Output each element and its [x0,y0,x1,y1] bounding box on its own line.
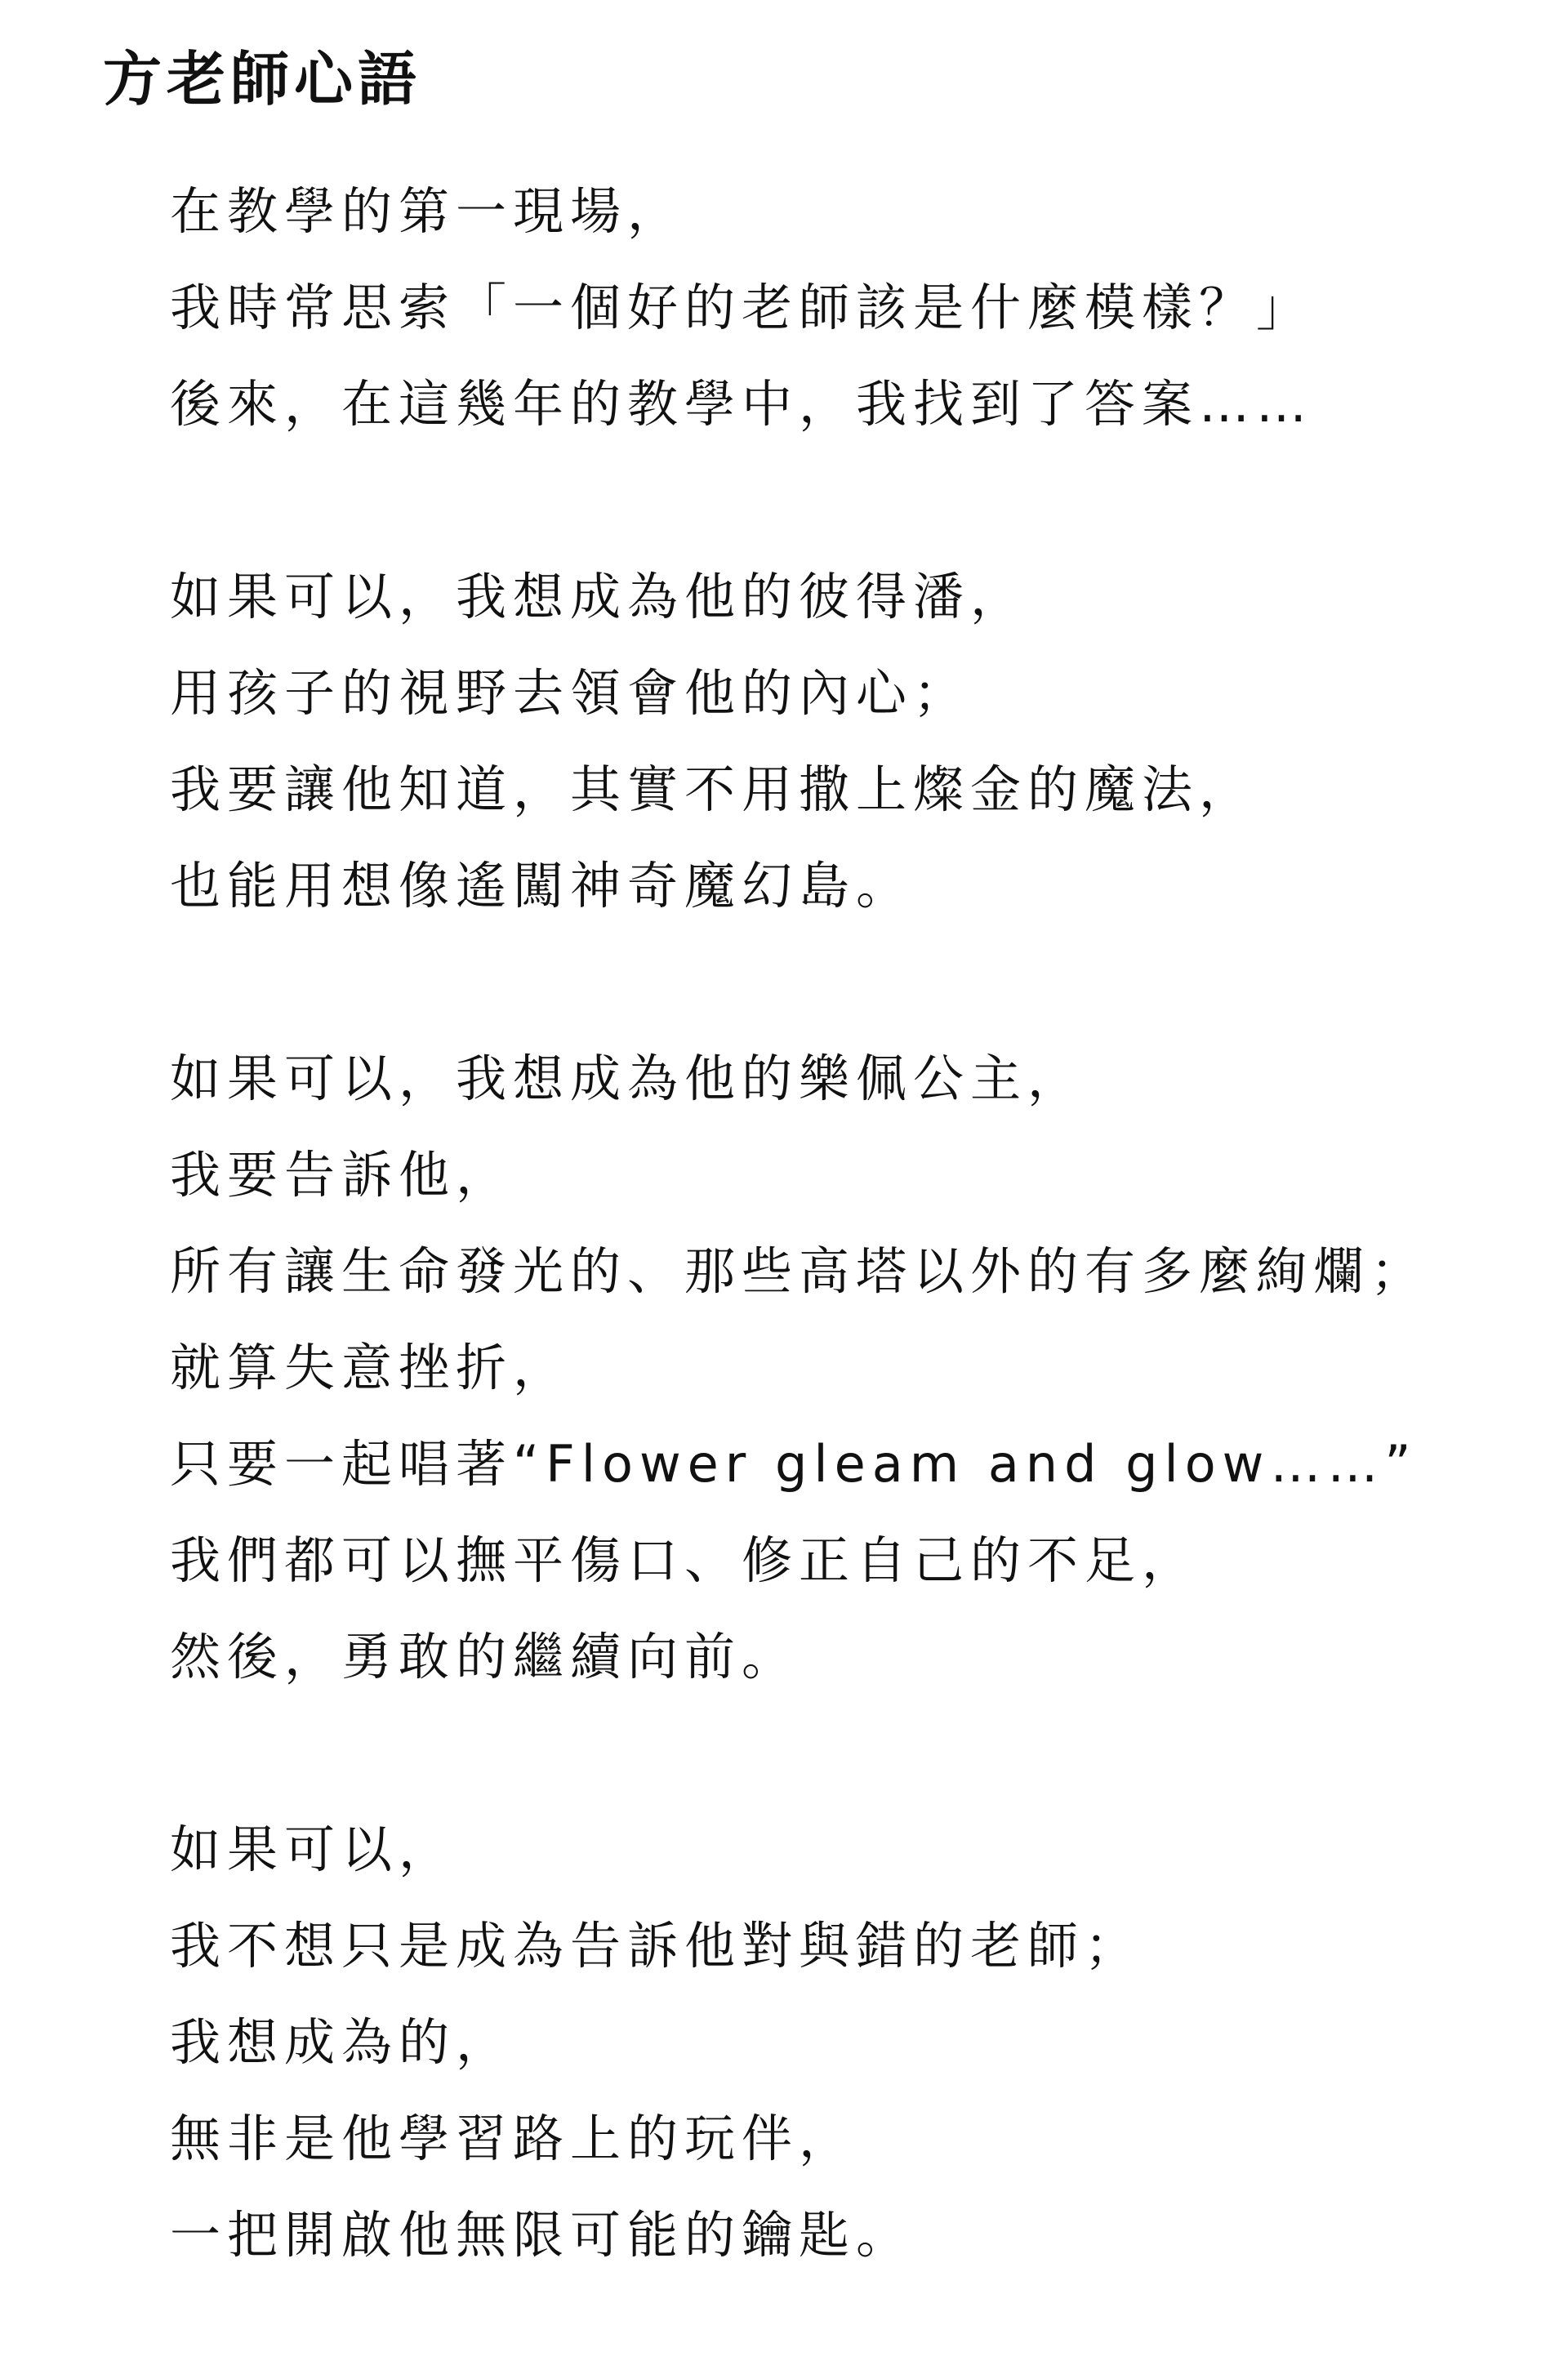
poem-body [170,163,1542,2283]
poem-line: 就算失意挫折， [170,1338,571,1397]
stanza-1 [170,163,1542,452]
poem-line: 所有讓生命發光的、那些高塔以外的有多麼絢爛； [170,1241,1428,1301]
stanza-3 [170,1031,1542,1705]
poem-line: 無非是他學習路上的玩伴， [170,2109,857,2168]
poem-line: 如果可以，我想成為他的樂佩公主， [170,1049,1085,1108]
stanza-2 [170,549,1542,934]
poem-line: 後來，在這幾年的教學中，我找到了答案…… [170,374,1314,434]
stanza-divider [170,452,1542,549]
stanza-4 [170,1802,1542,2283]
stanza-divider [170,934,1542,1031]
poem-line: 我們都可以撫平傷口、修正自己的不足， [170,1530,1200,1590]
poem-line: 在教學的第一現場， [170,181,685,241]
poem-line: 如果可以，我想成為他的彼得潘， [170,567,1028,626]
poem-line: 然後，勇敢的繼續向前。 [170,1627,800,1686]
poem-line: 我要讓他知道，其實不用撒上燦金的魔法， [170,760,1257,819]
poem-line: 也能用想像遙闖神奇魔幻島。 [170,856,914,915]
stanza-divider [170,1705,1542,1802]
poem-line: 我要告訴他， [170,1145,514,1205]
page-title: 方老師心語 [103,45,422,114]
poem-line: 一把開啟他無限可能的鑰匙。 [170,2205,914,2265]
poem-line: 如果可以， [170,1820,457,1879]
poem-line: 我不想只是成為告訴他對與錯的老師； [170,1916,1143,1976]
poem-line: 我想成為的， [170,2012,514,2072]
poem-line: 我時常思索「一個好的老師該是什麼模樣？」 [170,278,1314,337]
poem-line: 用孩子的視野去領會他的內心； [170,663,971,723]
poem-line: 只要一起唱著“Flower gleam and glow……” [170,1434,1418,1494]
